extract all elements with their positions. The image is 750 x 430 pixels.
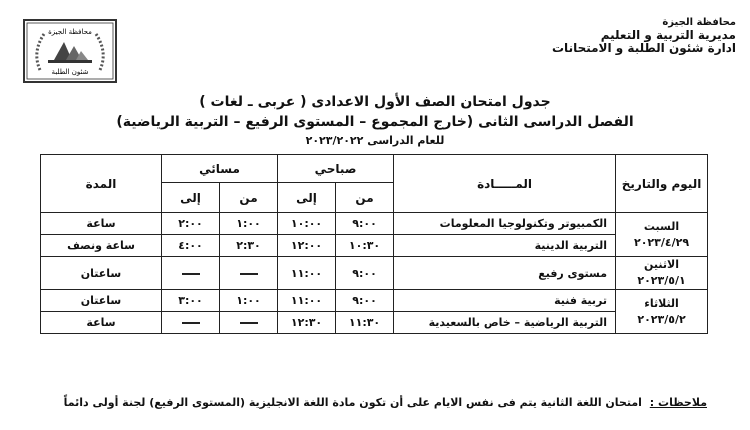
- morning-to-cell: ١٢:٠٠: [278, 235, 336, 257]
- evening-to-cell: ٢:٠٠: [162, 213, 220, 235]
- morning-to-cell: ١٢:٣٠: [278, 312, 336, 334]
- table-row: [41, 290, 708, 312]
- header-subject: المـــــادة: [394, 155, 616, 213]
- day-cell: [616, 290, 708, 334]
- morning-from-cell: ٩:٠٠: [336, 213, 394, 235]
- day-date: ٢٠٢٣/٥/٢: [637, 312, 686, 326]
- morning-to-cell: ١١:٠٠: [278, 257, 336, 290]
- notes-label: ملاحظات :: [649, 396, 707, 409]
- subject-cell: تربية فنية: [394, 290, 616, 312]
- morning-from-cell: ١١:٣٠: [336, 312, 394, 334]
- evening-from-cell: [220, 312, 278, 334]
- header-morning: صباحي: [278, 155, 394, 183]
- day-date: ٢٠٢٣/٤/٢٩: [634, 235, 690, 249]
- header-evening-from: من: [220, 183, 278, 213]
- header-morning-to: إلى: [278, 183, 336, 213]
- subject-cell: التربية الرياضية – خاص بالسعيدية: [394, 312, 616, 334]
- day-cell: [616, 257, 708, 290]
- evening-from-cell: ١:٠٠: [220, 290, 278, 312]
- governorate-label: محافظة الجيزة: [662, 17, 736, 28]
- subject-cell: مستوى رفيع: [394, 257, 616, 290]
- empty-dash: [182, 273, 200, 275]
- morning-to-cell: ١٠:٠٠: [278, 213, 336, 235]
- header-evening: مسائي: [162, 155, 278, 183]
- table-row: [41, 213, 708, 235]
- title-line-3: للعام الدراسى ٢٠٢٣/٢٠٢٢: [305, 134, 445, 147]
- day-date: ٢٠٢٣/٥/١: [637, 274, 686, 287]
- title-line-2: الفصل الدراسى الثانى (خارج المجموع – المستوى الرفيع – التربية الرياضية): [116, 114, 634, 130]
- notes-text: امتحان اللغة الثانية يتم فى نفس الايام على أن تكون مادة اللغة الانجليزية (المستوى الرفيع) لجنة أولى دائماً: [63, 396, 642, 409]
- subject-cell: التربية الدينية: [394, 235, 616, 257]
- day-cell: [616, 213, 708, 257]
- department-label: ادارة شئون الطلبة و الامتحانات: [552, 41, 736, 55]
- duration-cell: ساعة ونصف: [41, 235, 162, 257]
- evening-to-cell: [162, 312, 220, 334]
- evening-from-cell: ١:٠٠: [220, 213, 278, 235]
- evening-to-cell: [162, 257, 220, 290]
- header-morning-from: من: [336, 183, 394, 213]
- evening-from-cell: [220, 257, 278, 290]
- empty-dash: [240, 273, 258, 275]
- evening-to-cell: ٣:٠٠: [162, 290, 220, 312]
- table-row: [41, 235, 708, 257]
- evening-from-cell: ٢:٣٠: [220, 235, 278, 257]
- morning-from-cell: ١٠:٣٠: [336, 235, 394, 257]
- header-organization: [476, 16, 736, 55]
- table-row: [41, 257, 708, 290]
- morning-from-cell: ٩:٠٠: [336, 290, 394, 312]
- directorate-label: مديرية التربية و التعليم: [600, 28, 736, 42]
- duration-cell: ساعتان: [41, 257, 162, 290]
- empty-dash: [240, 322, 258, 324]
- header-evening-to: إلى: [162, 183, 220, 213]
- empty-dash: [182, 322, 200, 324]
- day-name: الاثنين: [644, 258, 680, 271]
- day-name: السبت: [643, 219, 680, 233]
- morning-from-cell: ٩:٠٠: [336, 257, 394, 290]
- notes-section: [40, 396, 707, 409]
- duration-cell: ساعة: [41, 213, 162, 235]
- table-row: [41, 312, 708, 334]
- subject-cell: الكمبيوتر وتكنولوجيا المعلومات: [394, 213, 616, 235]
- duration-cell: ساعة: [41, 312, 162, 334]
- morning-to-cell: ١١:٠٠: [278, 290, 336, 312]
- header-duration: المدة: [41, 155, 162, 213]
- logo-top-text: محافظة الجيزة: [48, 28, 92, 36]
- title-line-1: جدول امتحان الصف الأول الاعدادى ( عربى ـ لغات ): [199, 94, 551, 110]
- giza-logo: [18, 18, 122, 84]
- logo-bottom-text: شئون الطلبة: [51, 68, 89, 76]
- day-name: الثلاثاء: [644, 296, 679, 310]
- duration-cell: ساعتان: [41, 290, 162, 312]
- evening-to-cell: ٤:٠٠: [162, 235, 220, 257]
- exam-schedule-table: [40, 154, 708, 334]
- header-day-date: اليوم والتاريخ: [616, 155, 708, 213]
